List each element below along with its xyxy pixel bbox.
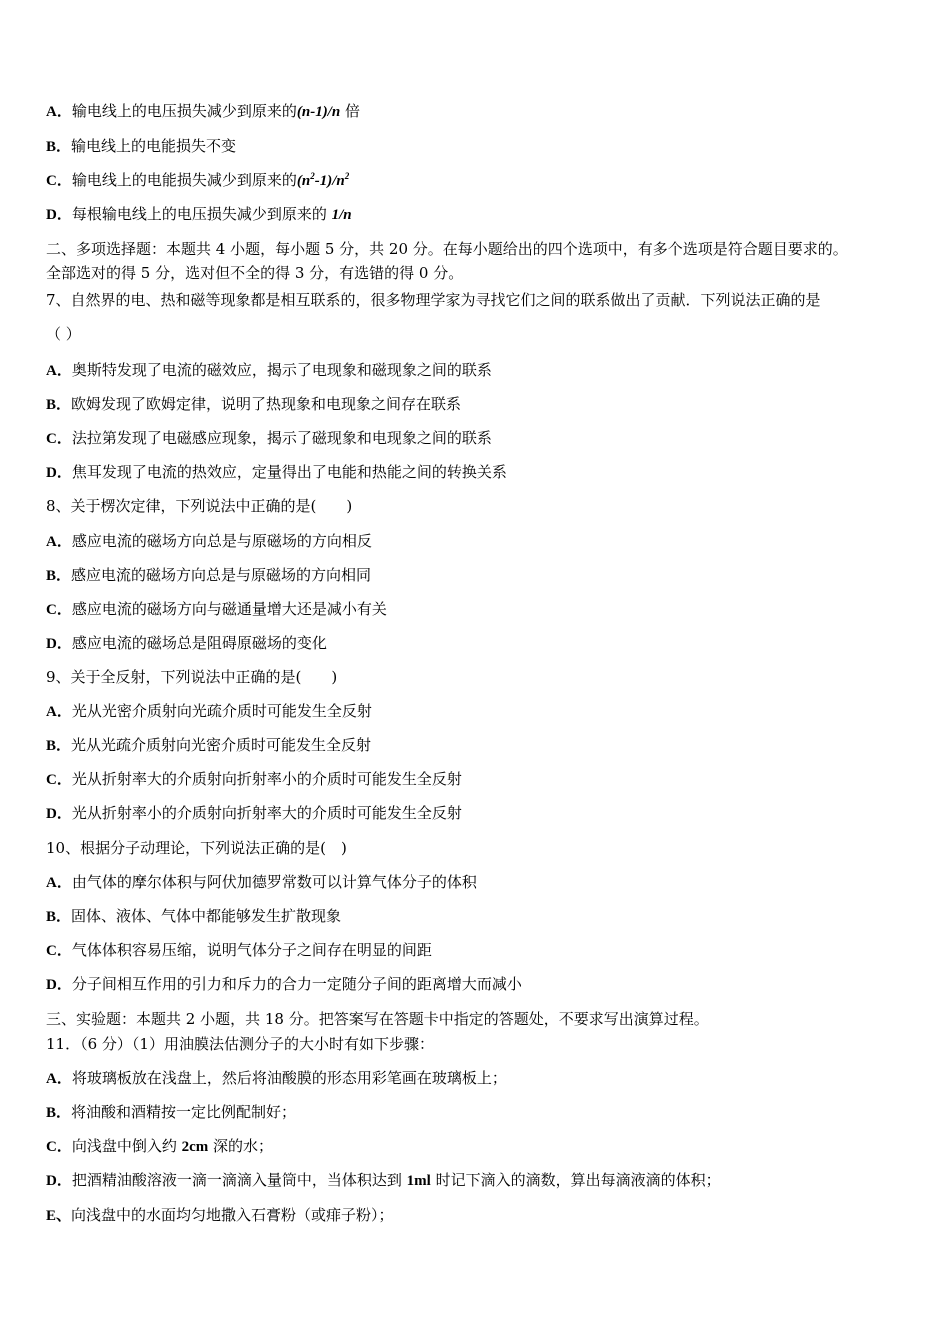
q8-stem: 8、关于楞次定律，下列说法中正确的是( ) (46, 497, 353, 515)
option-label: A． (46, 534, 72, 550)
q7-option-c (46, 428, 492, 449)
option-text: 奥斯特发现了电流的磁效应，揭示了电现象和磁现象之间的联系 (71, 361, 492, 379)
option-text: 光从折射率大的介质射向折射率小的介质时可能发生全反射 (71, 770, 462, 788)
q11-step-a (46, 1068, 507, 1089)
q7-stem-line-1: 7、自然界的电、热和磁等现象都是相互联系的，很多物理学家为寻找它们之间的联系做出了贡献．下列说法正确的是 (46, 291, 821, 309)
option-label: C． (46, 602, 72, 618)
option-label: C． (46, 772, 72, 788)
q8-option-d (46, 633, 327, 654)
option-label: D． (46, 977, 72, 993)
section-3-header: 三、实验题：本题共 2 小题，共 18 分。把答案写在答题卡中指定的答题处，不要求写出演算过程。 (46, 1010, 709, 1028)
option-label: A． (46, 704, 72, 720)
option-text: 由气体的摩尔体积与阿伏加德罗常数可以计算气体分子的体积 (71, 873, 477, 891)
option-text: 焦耳发现了电流的热效应，定量得出了电能和热能之间的转换关系 (71, 463, 507, 481)
q11-stem: 11．（6 分）（1）用油膜法估测分子的大小时有如下步骤： (46, 1035, 434, 1053)
q11-step-c (46, 1136, 273, 1157)
option-text: 分子间相互作用的引力和斥力的合力一定随分子间的距离增大而减小 (71, 975, 522, 993)
option-label: A． (46, 875, 72, 891)
option-label: B． (46, 909, 72, 925)
option-text: 把酒精油酸溶液一滴一滴滴入量筒中，当体积达到 (71, 1171, 407, 1189)
option-text: 固体、液体、气体中都能够发生扩散现象 (71, 907, 342, 925)
section-2-header-line-1: 二、多项选择题：本题共 4 小题，每小题 5 分，共 20 分。在每小题给出的四个选项中，有多个选项是符合题目要求的。 (46, 240, 848, 258)
q10-stem: 10、根据分子动理论，下列说法正确的是( ) (46, 839, 347, 857)
q6-option-d (46, 204, 352, 225)
option-text: 向浅盘中倒入约 (71, 1137, 182, 1155)
q10-option-d (46, 974, 522, 995)
quantity: 1ml (406, 1173, 431, 1189)
option-text: 感应电流的磁场方向与磁通量增大还是减小有关 (71, 600, 387, 618)
q7-option-b (46, 394, 461, 415)
formula: (n-1)/n (296, 104, 341, 120)
option-text: 输电线上的电能损失减少到原来的 (71, 171, 297, 189)
option-label: D． (46, 207, 72, 223)
q10-option-a (46, 872, 477, 893)
q11-step-d (46, 1170, 721, 1191)
option-text: 每根输电线上的电压损失减少到原来的 (71, 205, 327, 223)
q6-option-b (46, 136, 236, 157)
q6-option-c (46, 170, 349, 191)
formula-part-1: (n (296, 173, 311, 189)
q9-option-a (46, 701, 372, 722)
option-label: C． (46, 943, 72, 959)
q10-option-c (46, 940, 432, 961)
option-label: B． (46, 397, 72, 413)
q7-stem-line-2: （ ） (46, 325, 81, 343)
q9-option-b (46, 735, 371, 756)
formula: 1/n (331, 207, 352, 223)
option-text: 将玻璃板放在浅盘上，然后将油酸膜的形态用彩笔画在玻璃板上； (71, 1069, 507, 1087)
q6-option-a (46, 101, 360, 122)
q8-option-b (46, 565, 371, 586)
option-label: A． (46, 363, 72, 379)
option-label: D． (46, 1173, 72, 1189)
option-label: C． (46, 173, 72, 189)
option-text-tail: 时记下滴入的滴数，算出每滴液滴的体积； (430, 1171, 721, 1189)
option-text: 感应电流的磁场方向总是与原磁场的方向相同 (71, 566, 372, 584)
q7-option-a (46, 360, 492, 381)
q8-option-a (46, 531, 372, 552)
option-label: D． (46, 806, 72, 822)
option-text: 感应电流的磁场总是阻碍原磁场的变化 (71, 634, 327, 652)
option-label: D． (46, 636, 72, 652)
option-text: 感应电流的磁场方向总是与原磁场的方向相反 (71, 532, 372, 550)
option-label: A． (46, 104, 72, 120)
option-text: 向浅盘中的水面均匀地撒入石膏粉（或痱子粉）； (71, 1206, 394, 1224)
option-label: B． (46, 139, 72, 155)
section-2-header-line-2: 全部选对的得 5 分，选对但不全的得 3 分，有选错的得 0 分。 (46, 264, 464, 282)
option-label: B． (46, 568, 72, 584)
formula-superscript-1: 2 (310, 171, 315, 181)
q8-option-c (46, 599, 387, 620)
option-label: B． (46, 1105, 72, 1121)
option-label: E、 (46, 1208, 72, 1224)
q11-step-b (46, 1102, 296, 1123)
option-text: 光从折射率小的介质射向折射率大的介质时可能发生全反射 (71, 804, 462, 822)
q7-option-d (46, 462, 507, 483)
q9-stem: 9、关于全反射，下列说法中正确的是( ) (46, 668, 338, 686)
option-text-tail: 深的水； (208, 1137, 274, 1155)
option-text: 欧姆发现了欧姆定律，说明了热现象和电现象之间存在联系 (71, 395, 462, 413)
formula-superscript-2: 2 (344, 171, 350, 181)
q11-step-e (46, 1205, 394, 1226)
option-text: 光从光密介质射向光疏介质时可能发生全反射 (71, 702, 372, 720)
option-label: C． (46, 1139, 72, 1155)
option-text: 将油酸和酒精按一定比例配制好； (71, 1103, 297, 1121)
quantity: 2cm (181, 1139, 209, 1155)
option-label: C． (46, 431, 72, 447)
option-label: B． (46, 738, 72, 754)
option-suffix: 倍 (344, 102, 360, 120)
formula-part-2: -1)/n (314, 173, 345, 189)
option-text: 法拉第发现了电磁感应现象，揭示了磁现象和电现象之间的联系 (71, 429, 492, 447)
q9-option-c (46, 769, 462, 790)
option-text: 输电线上的电能损失不变 (71, 137, 237, 155)
option-text: 气体体积容易压缩，说明气体分子之间存在明显的间距 (71, 941, 432, 959)
option-label: A． (46, 1071, 72, 1087)
q10-option-b (46, 906, 341, 927)
option-text: 输电线上的电压损失减少到原来的 (71, 102, 297, 120)
q9-option-d (46, 803, 462, 824)
option-label: D． (46, 465, 72, 481)
option-text: 光从光疏介质射向光密介质时可能发生全反射 (71, 736, 372, 754)
